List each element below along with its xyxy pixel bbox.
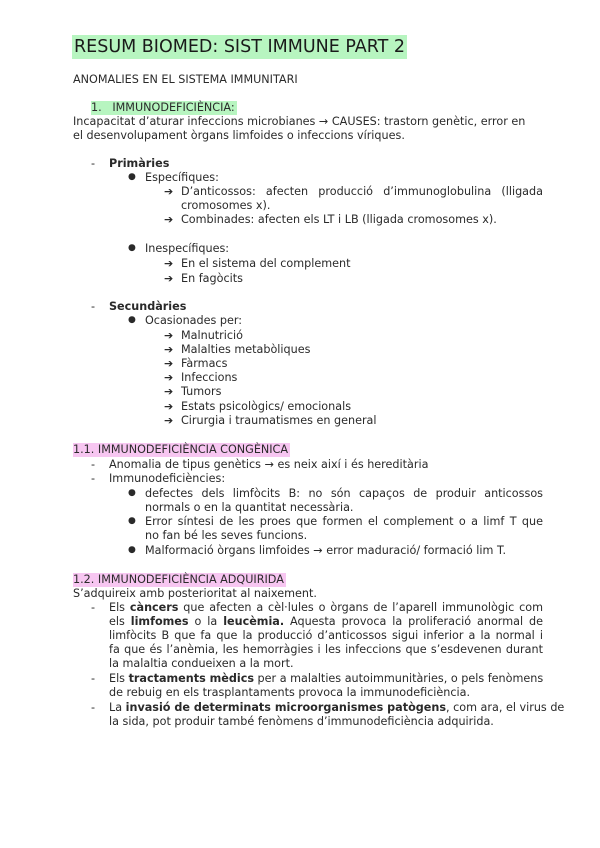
- tractaments-line-1: Els tractaments mèdics per a malalties autoimmunitàries, o pels fenòmens: [109, 672, 544, 685]
- fagocits-item: En fagòcits: [181, 272, 243, 285]
- cancers-line-3: limfòcits B que fa que la producció d’anticossos sigui inferior a la normal i: [109, 629, 543, 642]
- immunodeficiencies-label: Immunodeficiències:: [109, 472, 226, 485]
- arrow-icon: ➔: [164, 185, 174, 198]
- complement-item: En el sistema del complement: [181, 257, 351, 270]
- dash-bullet: -: [91, 458, 96, 471]
- dash-bullet: -: [91, 672, 96, 685]
- congenica-b2-line-2: no fan bé les seves funcions.: [145, 529, 308, 542]
- dash-bullet: -: [91, 300, 96, 313]
- adquirida-intro: S’adquireix amb posterioritat al naixement.: [73, 587, 317, 600]
- cause-item: Fàrmacs: [181, 357, 228, 370]
- arrow-icon: ➔: [164, 343, 174, 356]
- arrow-icon: ➔: [164, 257, 174, 270]
- arrow-icon: ➔: [164, 213, 174, 226]
- dot-bullet: ●: [128, 488, 136, 498]
- heading-congenica: 1.1. IMMUNODEFICIÈNCIA CONGÈNICA: [73, 443, 289, 456]
- cause-item: Malalties metabòliques: [181, 343, 311, 356]
- combinades-item: Combinades: afecten els LT i LB (lligada cromosomes x).: [181, 213, 497, 226]
- dot-bullet: ●: [128, 172, 136, 182]
- arrow-icon: ➔: [164, 329, 174, 342]
- especifiques-label: Específiques:: [145, 171, 219, 184]
- dot-bullet: ●: [128, 315, 136, 325]
- dash-bullet: -: [91, 701, 96, 714]
- arrow-icon: ➔: [164, 400, 174, 413]
- dot-bullet: ●: [128, 516, 136, 526]
- arrow-icon: ➔: [164, 357, 174, 370]
- cause-item: Malnutrició: [181, 329, 243, 342]
- invasio-line-1: La invasió de determinats microorganismes patògens, com ara, el virus de: [109, 701, 565, 714]
- cancers-line-5: la malaltia condueixen a la mort.: [109, 657, 294, 670]
- section-heading: ANOMALIES EN EL SISTEMA IMMUNITARI: [73, 73, 298, 86]
- congenica-b3: Malformació òrgans limfoides → error maduració/ formació lim T.: [145, 544, 507, 557]
- page-title: RESUM BIOMED: SIST IMMUNE PART 2: [74, 37, 406, 57]
- dash-bullet: -: [91, 157, 96, 170]
- arrow-icon: ➔: [164, 371, 174, 384]
- anticossos-line-2: cromosomes x).: [181, 199, 271, 212]
- dot-bullet: ●: [128, 545, 136, 555]
- cause-item: Infeccions: [181, 371, 238, 384]
- heading-text: IMMUNODEFICIÈNCIA:: [112, 101, 235, 114]
- arrow-icon: ➔: [164, 414, 174, 427]
- anomalia-item: Anomalia de tipus genètics → es neix així i és hereditària: [109, 458, 429, 471]
- heading-number: 1.: [91, 101, 102, 114]
- secundaries-label: Secundàries: [109, 300, 187, 313]
- cancers-line-2: els limfomes o la leucèmia. Aquesta provoca la proliferació anormal de: [109, 615, 543, 628]
- congenica-b1-line-2: normals o en la quantitat necessària.: [145, 501, 354, 514]
- primaries-label: Primàries: [109, 157, 170, 170]
- dash-bullet: -: [91, 472, 96, 485]
- cancers-line-4: fa que és l’anèmia, les hemorràgies i les infeccions que s’esdevenen durant: [109, 643, 543, 656]
- arrow-icon: ➔: [164, 272, 174, 285]
- cause-item: Cirurgia i traumatismes en general: [181, 414, 377, 427]
- cause-item: Estats psicològics/ emocionals: [181, 400, 352, 413]
- intro-line-2: el desenvolupament òrgans limfoides o infeccions víriques.: [73, 129, 405, 142]
- arrow-icon: ➔: [164, 385, 174, 398]
- dash-bullet: -: [91, 601, 96, 614]
- dot-bullet: ●: [128, 243, 136, 253]
- invasio-line-2: la sida, pot produir també fenòmens d’immunodeficiència adquirida.: [109, 715, 494, 728]
- anticossos-line-1: D’anticossos: afecten producció d’immunoglobulina (lligada: [181, 185, 543, 198]
- ocasionades-label: Ocasionades per:: [145, 314, 243, 327]
- intro-line-1: Incapacitat d’aturar infeccions microbianes → CAUSES: trastorn genètic, error en: [73, 115, 526, 128]
- heading-immunodeficiencia: [91, 101, 237, 115]
- heading-adquirida: 1.2. IMMUNODEFICIÈNCIA ADQUIRIDA: [73, 573, 284, 586]
- inespecifiques-label: Inespecífiques:: [145, 242, 230, 255]
- congenica-b2-line-1: Error síntesi de les proes que formen el complement o a limf T que: [145, 515, 543, 528]
- cause-item: Tumors: [181, 385, 222, 398]
- tractaments-line-2: de rebuig en els trasplantaments provoca la immunodeficiència.: [109, 686, 471, 699]
- congenica-b1-line-1: defectes dels limfòcits B: no són capaços de produir anticossos: [145, 487, 543, 500]
- cancers-line-1: Els càncers que afecten a cèl·lules o òrgans de l’aparell immunològic com: [109, 601, 544, 614]
